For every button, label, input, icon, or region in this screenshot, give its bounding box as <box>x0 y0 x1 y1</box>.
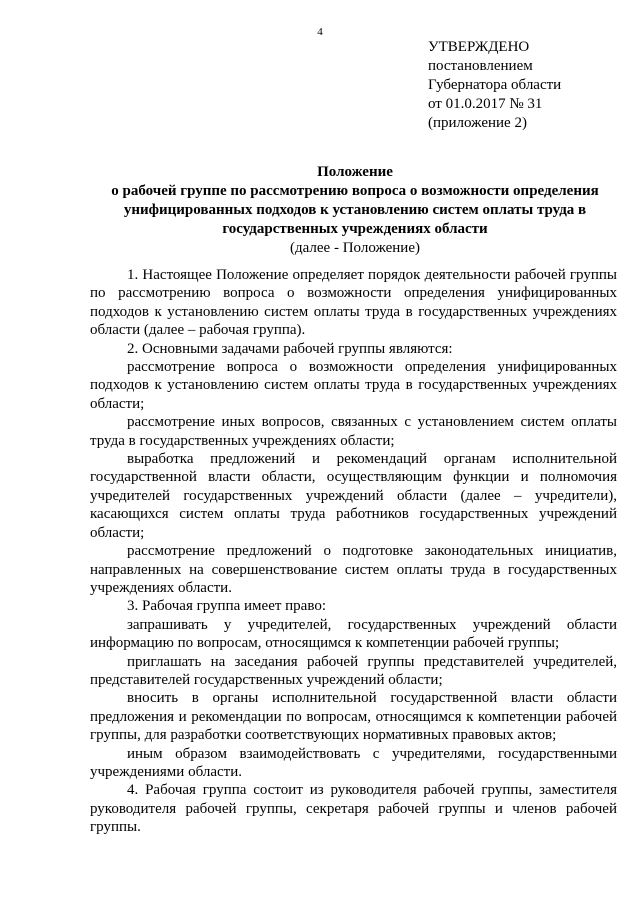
document-title <box>90 163 620 258</box>
approval-line: Губернатора области <box>428 77 562 93</box>
paragraph: рассмотрение вопроса о возможности определения унифицированных подходов к установлению систем оплаты труда в государственных учреждениях области; <box>90 359 617 412</box>
paragraph: 3. Рабочая группа имеет право: <box>127 598 326 615</box>
title-note: (далее - Положение) <box>290 240 420 256</box>
title-heading: Положение <box>317 164 393 180</box>
paragraph: 4. Рабочая группа состоит из руководителя рабочей группы, заместителя руководителя рабочей группы, секретаря рабочей группы и членов рабочей группы. <box>90 782 617 836</box>
title-line: о рабочей группе по рассмотрению вопроса о возможности определения <box>111 183 599 199</box>
paragraph: вносить в органы исполнительной государственной власти области предложения и рекомендации по вопросам, относящимся к компетенции рабочей группы, для разработки соответствующих нормативных правовых актов; <box>90 690 617 744</box>
approval-appendix: (приложение 2) <box>428 115 527 131</box>
approval-date: от 01.0.2017 № 31 <box>428 96 543 112</box>
paragraph: рассмотрение иных вопросов, связанных с установлением систем оплаты труда в государственных учреждениях области; <box>90 414 617 449</box>
paragraph: запрашивать у учредителей, государственных учреждений области информацию по вопросам, относящимся к компетенции рабочей группы; <box>90 616 617 652</box>
approval-heading: УТВЕРЖДЕНО <box>428 39 530 55</box>
approval-line: постановлением <box>428 58 533 74</box>
title-line: государственных учреждениях области <box>222 221 488 237</box>
document-body <box>90 266 617 837</box>
paragraph: иным образом взаимодействовать с учредителями, государственными учреждениями области. <box>90 745 617 780</box>
title-line: унифицированных подходов к установлению систем оплаты труда в <box>123 202 587 218</box>
page-number: 4 <box>317 26 323 38</box>
paragraph: выработка предложений и рекомендаций органам исполнительной государственной власти области, осуществляющим функции и полномочия учредителей государственных учреждений области (далее – учредители), касающихся систем оплаты труда работников государственных учреждений области; <box>90 451 617 541</box>
paragraph: 2. Основными задачами рабочей группы являются: <box>127 340 453 357</box>
paragraph: приглашать на заседания рабочей группы представителей учредителей, представителей государственных учреждений области; <box>90 653 617 688</box>
approval-stamp <box>428 38 561 133</box>
paragraph: 1. Настоящее Положение определяет порядок деятельности рабочей группы по рассмотрению вопроса о возможности определения унифицированных подходов к установлению систем оплаты труда в государственных учреждениях области (далее – рабочая группа). <box>90 267 617 339</box>
paragraph: рассмотрение предложений о подготовке законодательных инициатив, направленных на совершенствование систем оплаты труда в государственных учреждениях области. <box>90 543 617 596</box>
